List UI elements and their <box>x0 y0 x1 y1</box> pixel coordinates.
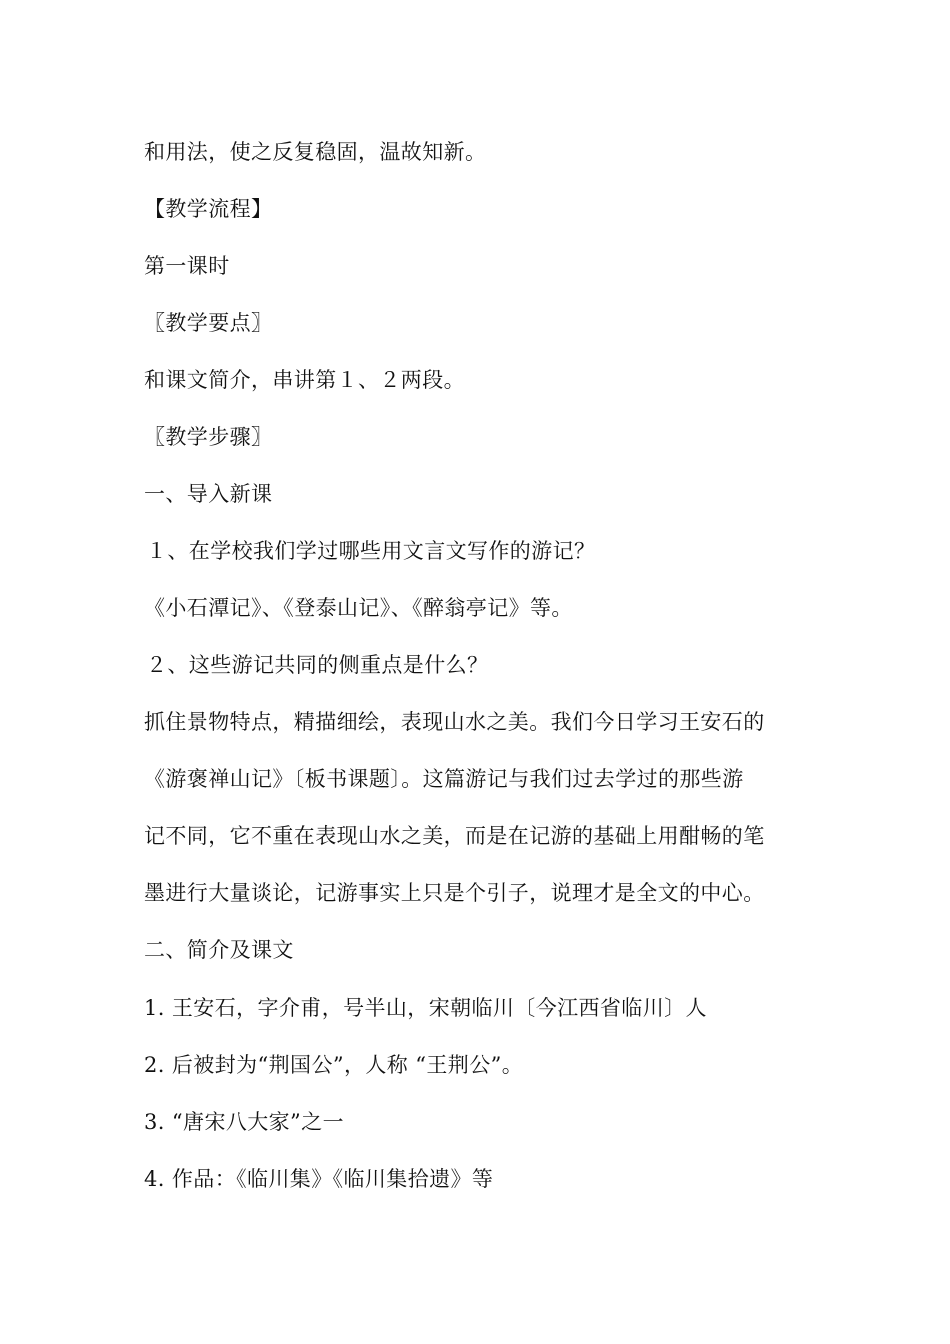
question-line: ２、这些游记共同的侧重点是什么？ <box>146 653 489 677</box>
text-line: 记不同，它不重在表现山水之美，而是在记游的基础上用酣畅的笔 <box>144 824 765 848</box>
list-item: 2. 后被封为“荆国公”，人称 “王荆公”。 <box>144 1053 524 1077</box>
step-heading: 二、简介及课文 <box>144 938 294 962</box>
text-line: 抓住景物特点，精描细绘，表现山水之美。我们今日学习王安石的 <box>144 710 765 734</box>
text-line: 《小石潭记》、《登泰山记》、《醉翁亭记》等。 <box>144 596 573 620</box>
text-line: 和课文简介，串讲第１、２两段。 <box>144 368 465 392</box>
subsection-heading: 〖教学步骤〗 <box>144 425 273 449</box>
text-line: 《游褒禅山记》〔板书课题〕。这篇游记与我们过去学过的那些游 <box>144 767 744 791</box>
list-item: 1. 王安石，字介甫，号半山，宋朝临川〔今江西省临川〕人 <box>144 996 707 1020</box>
text-line: 和用法，使之反复稳固，温故知新。 <box>144 140 487 164</box>
subsection-heading: 〖教学要点〗 <box>144 311 273 335</box>
text-line: 墨进行大量谈论，记游事实上只是个引子，说理才是全文的中心。 <box>144 881 765 905</box>
question-line: １、在学校我们学过哪些用文言文写作的游记？ <box>146 539 596 563</box>
section-heading: 【教学流程】 <box>144 197 273 221</box>
list-item: 4. 作品：《临川集》《临川集拾遗》等 <box>144 1167 494 1191</box>
step-heading: 一、导入新课 <box>144 482 273 506</box>
lesson-heading: 第一课时 <box>144 254 230 278</box>
list-item: 3. “唐宋八大家”之一 <box>144 1110 344 1134</box>
